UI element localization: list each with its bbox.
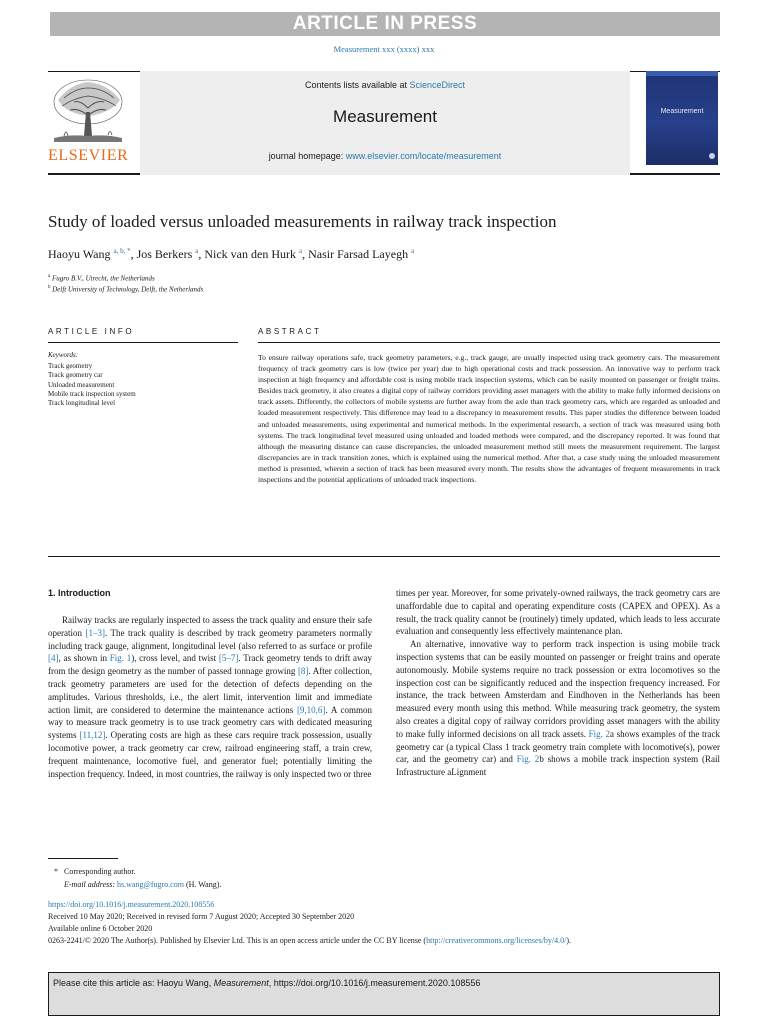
keyword: Track longitudinal level <box>48 399 116 408</box>
journal-name: Measurement <box>333 107 437 126</box>
homepage-link[interactable]: www.elsevier.com/locate/measurement <box>345 151 502 161</box>
divider <box>48 342 238 343</box>
keyword: Mobile track inspection system <box>48 389 136 398</box>
paragraph: times per year. Moreover, for some privately-owned railways, the track geometry cars are unaffordable due to capital and operating expenditure costs (CAPEX and OPEX). As a result, the track quality cannot be (routinely) timely updated, which leads to less accurate evaluation and consequently less effectively maintenance plan. <box>396 588 720 637</box>
body-column-left <box>48 614 372 780</box>
citation-suffix: , https://doi.org/10.1016/j.measurement.2020.108556 <box>268 978 481 988</box>
journal-cover-image[interactable] <box>646 71 718 165</box>
affiliation <box>48 274 448 282</box>
author-name[interactable]: Jos Berkers <box>136 247 193 261</box>
affiliation-text: Delft University of Technology, Delft, the Netherlands <box>52 285 204 294</box>
body-column-right <box>396 587 720 779</box>
journal-header-center <box>140 71 630 175</box>
article-title: Study of loaded versus unloaded measurements in railway track inspection <box>48 212 557 231</box>
article-in-press-banner: ARTICLE IN PRESS <box>50 12 720 36</box>
contents-available-line <box>140 80 630 90</box>
paragraph: Railway tracks are regularly inspected to assess the track quality and ensure their safe operation [1–3]. The track quality is described by track geometry parameters normally including track gauge, alignment, longitudinal level (also referred to as surface or profile [4], as shown in Fig. 1), cross level, and twist [5–7]. Track geometry tends to drift away from the design geometry as the number of passed tonnage growing [8]. After collection, track geometry parameters are used for the detection of defects depending on the amplitudes. Various thresholds, i.e., the alert limit, intervention limit and immediate action limit, are considered to determine the maintenance actions [9,10,6]. A common way to measure track geometry is to use track geometry cars with dedicated measuring systems [11,12]. Operating costs are high as these cars require track possession, usually locomotive power, a track geometry car crew, railroad engineering staff, a train crew, frequent maintenance, locomotive fuel, and generator fuel; potentially limiting the inspection frequency. Indeed, in most countries, the railway is only inspected two or three <box>48 615 373 779</box>
elsevier-wordmark: ELSEVIER <box>48 147 129 164</box>
email-label: E-mail address: <box>64 879 116 889</box>
keywords-list <box>48 362 238 408</box>
divider <box>48 556 720 557</box>
author-affiliation-mark[interactable]: a <box>195 247 199 255</box>
affiliation <box>48 285 448 293</box>
affiliation-mark: b <box>48 285 51 290</box>
citation-prefix: Please cite this article as: Haoyu Wang, <box>53 978 214 988</box>
section-heading-introduction: 1. Introduction <box>48 588 111 598</box>
elsevier-logo <box>48 78 128 168</box>
journal-reference[interactable]: Measurement xxx (xxxx) xxx <box>333 44 435 54</box>
footnotes <box>48 866 728 891</box>
keyword: Track geometry <box>48 362 93 370</box>
author-affiliation-mark[interactable]: a, b, * <box>113 247 131 255</box>
doi-link[interactable]: https://doi.org/10.1016/j.measurement.2020.108556 <box>48 900 215 909</box>
author-affiliation-mark[interactable]: a <box>299 247 303 255</box>
footnote-mark: * <box>54 867 58 876</box>
abstract-text: To ensure railway operations safe, track geometry parameters, e.g., track gauge, are usually inspected using track geometry cars. The measurement frequency of track geometry cars is low (twice per year) due to high operational costs and track possession. An innovative way to perform track inspection at high frequency and affordable cost is using mobile track inspection systems, which can be easily mounted on passenger or freight trains. Besides track geometry, it also creates a digital copy of railway corridors providing asset managers with the ability to make fully informed decisions on track assets. Differently, the collectors of mobile systems are further away from the axle than track geometry cars, which are regarded as unloaded and loaded measurement respectively. This difference may lead to a discrepancy in measurement results. This paper studies the difference between loaded and unloaded measurements, using experimental and numerical methods. In the experimental research, a section of track was measured using both systems. The track longitudinal level measured using unloaded and loaded methods were compared, and the discrepancy reported. It was found that although the measuring distance can cause discrepancies, the unloaded measurement method still meets the measurement requirement. The largest discrepancies are in track transition zones, which is explained using the numerical method. After that, a case study using the unloaded measurement method is presented, wherein a section of track has been measured every month. The results show the advantages of frequent measurements in track inspections and the potential applications of unloaded track inspections. <box>258 353 720 485</box>
corresponding-author-text: Corresponding author. <box>64 867 136 876</box>
author-name[interactable]: Nasir Farsad Layegh <box>308 247 409 261</box>
paragraph: An alternative, innovative way to perform track inspection is using mobile track inspection systems that can be easily mounted on passenger or freight trains and operate autonomously. Mobile systems require no track possession or extra locomotives so the inspection cost can be significantly reduced and the inspection frequency increased. For instance, the track between Amsterdam and Eindhoven in the Netherlands has been measured every month using this method. While measuring track geometry, the system also creates a digital copy of railway corridors providing asset managers with the ability to make fully informed decisions on all track assets. Fig. 2a shows examples of the track geometry car (a typical Class 1 track geometry train complete with locomotive(s), power car, and the geometry car) and Fig. 2b shows a mobile track inspection system (Rail Infrastructure aLignment <box>396 639 721 778</box>
keyword: Track geometry car <box>48 371 103 380</box>
corresponding-author-note <box>48 866 728 879</box>
sciencedirect-link[interactable]: ScienceDirect <box>409 80 466 90</box>
received-dates: Received 10 May 2020; Received in revised form 7 August 2020; Accepted 30 September 2020 <box>48 912 355 921</box>
journal-homepage-line <box>140 151 630 161</box>
email-owner: (H. Wang). <box>185 879 222 889</box>
footnote-divider <box>48 858 118 859</box>
email-note <box>48 879 728 892</box>
online-date: Available online 6 October 2020 <box>48 924 153 933</box>
citation-link[interactable]: [11,12] <box>79 730 106 741</box>
article-info-heading: ARTICLE INFO <box>48 327 135 336</box>
author-list: Haoyu Wang $^{a, b, *}$, Jos Berkers $^a$, Nick van den Hurk $^a$, Nasir Farsad Layegh $^a$ <box>48 247 415 261</box>
homepage-prefix: journal homepage: <box>268 151 346 161</box>
license-link[interactable]: http://creativecommons.org/licenses/by/4.0/ <box>426 936 567 945</box>
citation-box <box>48 972 720 1016</box>
citation-link[interactable]: [9,10,6] <box>296 704 326 715</box>
citation-link[interactable]: [8] <box>297 666 309 677</box>
figure-link[interactable]: Fig. 2 <box>516 754 540 765</box>
affiliation-text: Fugro B.V., Utrecht, the Netherlands <box>51 274 155 283</box>
cover-top-band <box>646 71 718 76</box>
abstract-heading: ABSTRACT <box>258 327 322 336</box>
citation-link[interactable]: [1–3] <box>85 627 105 638</box>
cover-emblem-icon <box>709 153 715 159</box>
keyword: Unloaded measurement <box>48 380 115 389</box>
license-line: 0263-2241/© 2020 The Author(s). Published by Elsevier Ltd. This is an open access article under the CC BY license (http://creativecommons.org/licenses/by/4.0/). <box>48 936 572 945</box>
affiliation-mark: a <box>48 274 51 279</box>
cover-title: Measurement <box>660 108 704 115</box>
contents-prefix: Contents lists available at <box>304 80 410 90</box>
citation-link[interactable]: [5–7] <box>218 653 239 664</box>
elsevier-tree-icon <box>50 78 126 146</box>
author-name[interactable]: Nick van den Hurk <box>204 247 296 261</box>
email-link[interactable]: hs.wang@fugro.com <box>117 879 184 889</box>
author-name[interactable]: Haoyu Wang <box>48 247 111 261</box>
figure-link[interactable]: Fig. 2 <box>588 728 611 739</box>
divider <box>258 342 720 343</box>
citation-journal: Measurement <box>213 978 269 988</box>
keywords-label: Keywords: <box>48 351 79 359</box>
author-affiliation-mark[interactable]: a <box>411 247 415 255</box>
citation-link[interactable]: [4] <box>48 653 59 664</box>
figure-link[interactable]: Fig. 1 <box>109 653 132 664</box>
